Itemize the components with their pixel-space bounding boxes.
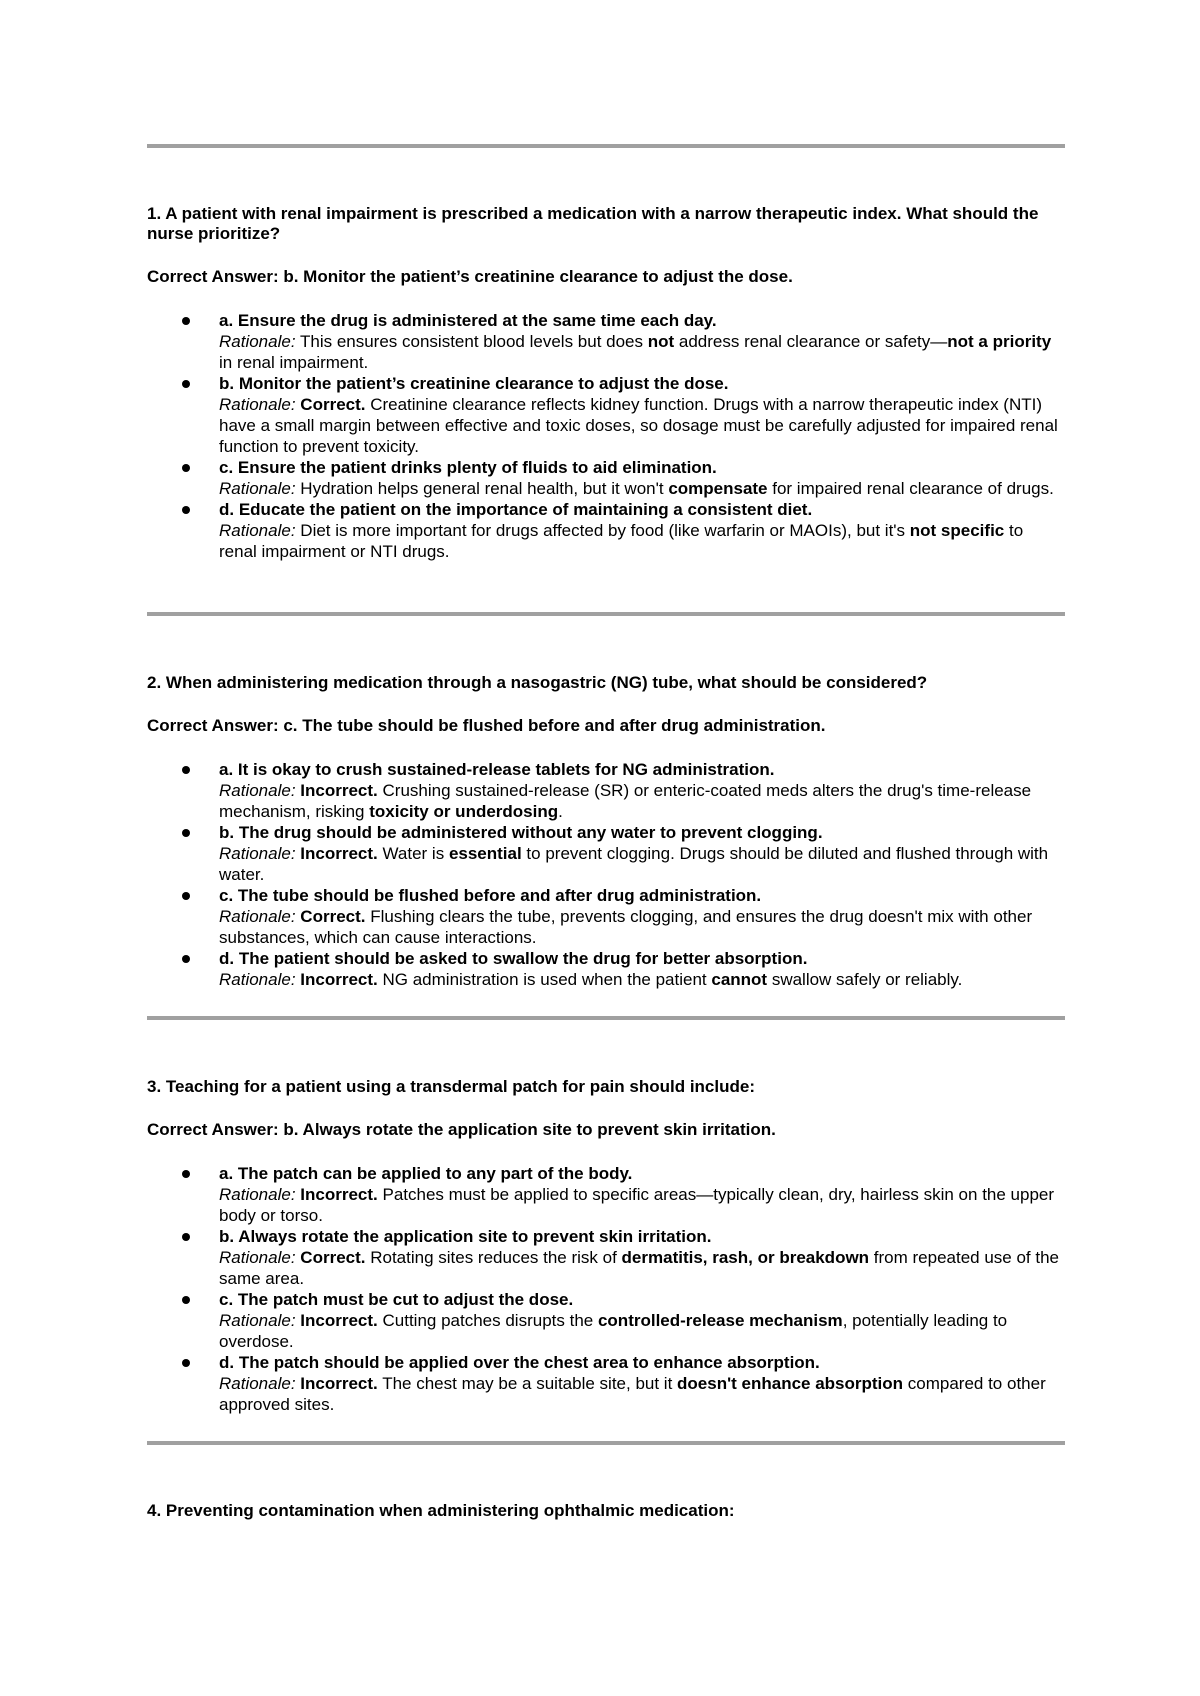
emphasis-text: essential	[448, 844, 522, 863]
rationale-text: address renal clearance or safety—	[674, 332, 948, 351]
bullet-icon	[182, 380, 190, 388]
correct-answer: Correct Answer: c. The tube should be flushed before and after drug administration.	[147, 716, 826, 735]
option-label: d. The patch should be applied over the chest area to enhance absorption.	[219, 1353, 820, 1372]
option-label: c. Ensure the patient drinks plenty of fluids to aid elimination.	[219, 458, 717, 477]
rationale-text: The chest may be a suitable site, but it	[377, 1374, 678, 1393]
emphasis-text: not specific	[909, 521, 1005, 540]
rationale-label: Rationale:	[219, 1185, 296, 1204]
emphasis-text: dermatitis, rash, or breakdown	[621, 1248, 870, 1267]
rationale-text: This ensures consistent blood levels but does	[295, 332, 648, 351]
rationale-label: Rationale:	[219, 521, 296, 540]
rationale-label: Rationale:	[219, 1374, 296, 1393]
question-title: 1. A patient with renal impairment is prescribed a medication with a narrow therapeutic index. What should the nurse prioritize?	[147, 204, 1039, 243]
bullet-icon	[182, 1296, 190, 1304]
emphasis-text: Incorrect.	[300, 1374, 378, 1393]
rationale	[219, 1310, 1065, 1352]
option-label: c. The patch must be cut to adjust the dose.	[219, 1290, 574, 1309]
rationale	[219, 969, 1065, 990]
option-item	[147, 885, 1065, 948]
bullet-icon	[182, 506, 190, 514]
rationale-text: Rotating sites reduces the risk of	[365, 1248, 622, 1267]
option-item	[147, 1289, 1065, 1352]
option-label: a. The patch can be applied to any part of the body.	[219, 1164, 633, 1183]
rationale-text: Patches must be applied to specific areas—typically clean, dry, hairless skin on the upper body or torso.	[219, 1185, 1055, 1225]
option-item	[147, 948, 1065, 990]
rationale-text: for impaired renal clearance of drugs.	[767, 479, 1054, 498]
option-label: b. The drug should be administered without any water to prevent clogging.	[219, 823, 823, 842]
rationale-text: to renal impairment or NTI drugs.	[219, 521, 1024, 561]
bullet-icon	[182, 317, 190, 325]
option-item	[147, 1352, 1065, 1415]
option-label: a. Ensure the drug is administered at the same time each day.	[219, 311, 717, 330]
rationale-label: Rationale:	[219, 395, 296, 414]
rationale-text: Creatinine clearance reflects kidney function. Drugs with a narrow therapeutic index (NTI) have a small margin between effective and toxic doses, so dosage must be carefully adjusted for impaired renal function to prevent toxicity.	[219, 395, 1058, 456]
correct-answer: Correct Answer: b. Monitor the patient’s creatinine clearance to adjust the dose.	[147, 267, 793, 286]
option-item	[147, 1163, 1065, 1226]
rationale	[219, 1247, 1065, 1289]
option-item	[147, 759, 1065, 822]
divider-rule	[147, 1016, 1065, 1020]
rationale	[219, 331, 1065, 373]
rationale	[219, 843, 1065, 885]
option-item	[147, 499, 1065, 562]
emphasis-text: Correct.	[300, 395, 366, 414]
rationale-text: NG administration is used when the patient	[377, 970, 712, 989]
option-label: a. It is okay to crush sustained-release tablets for NG administration.	[219, 760, 775, 779]
option-label: c. The tube should be flushed before and after drug administration.	[219, 886, 762, 905]
rationale	[219, 1184, 1065, 1226]
emphasis-text: controlled-release mechanism	[597, 1311, 843, 1330]
option-list	[147, 759, 1065, 990]
emphasis-text: not	[647, 332, 675, 351]
emphasis-text: Incorrect.	[300, 1185, 378, 1204]
emphasis-text: Incorrect.	[300, 1311, 378, 1330]
option-label: d. The patient should be asked to swallow the drug for better absorption.	[219, 949, 808, 968]
option-item	[147, 822, 1065, 885]
divider-rule	[147, 612, 1065, 616]
option-item	[147, 373, 1065, 457]
rationale-text: Water is	[377, 844, 449, 863]
rationale-text: Flushing clears the tube, prevents clogging, and ensures the drug doesn't mix with other substances, which can cause interactions.	[219, 907, 1033, 947]
rationale-text: .	[558, 802, 563, 821]
rationale-label: Rationale:	[219, 907, 296, 926]
bullet-icon	[182, 892, 190, 900]
rationale-label: Rationale:	[219, 781, 296, 800]
rationale-text: Hydration helps general renal health, but it won't	[295, 479, 669, 498]
emphasis-text: Incorrect.	[300, 970, 378, 989]
emphasis-text: toxicity or underdosing	[369, 802, 559, 821]
question-4	[147, 1501, 1065, 1521]
bullet-icon	[182, 955, 190, 963]
rationale-text: to prevent clogging. Drugs should be diluted and flushed through with water.	[219, 844, 1049, 884]
option-label: b. Always rotate the application site to prevent skin irritation.	[219, 1227, 712, 1246]
bullet-icon	[182, 1233, 190, 1241]
rationale-label: Rationale:	[219, 1248, 296, 1267]
question-title: 4. Preventing contamination when administering ophthalmic medication:	[147, 1501, 735, 1520]
divider-rule	[147, 1441, 1065, 1445]
rationale-label: Rationale:	[219, 970, 296, 989]
rationale-text: Cutting patches disrupts the	[377, 1311, 598, 1330]
rationale-text: in renal impairment.	[219, 353, 369, 372]
rationale	[219, 394, 1065, 457]
option-label: b. Monitor the patient’s creatinine clearance to adjust the dose.	[219, 374, 729, 393]
option-label: d. Educate the patient on the importance of maintaining a consistent diet.	[219, 500, 813, 519]
question-title: 2. When administering medication through a nasogastric (NG) tube, what should be considered?	[147, 673, 928, 692]
bullet-icon	[182, 464, 190, 472]
emphasis-text: compensate	[668, 479, 768, 498]
rationale-text: compared to other approved sites.	[219, 1374, 1046, 1414]
emphasis-text: not a priority	[947, 332, 1052, 351]
bullet-icon	[182, 766, 190, 774]
option-item	[147, 1226, 1065, 1289]
rationale	[219, 478, 1065, 499]
emphasis-text: Correct.	[300, 907, 366, 926]
question-2	[147, 673, 1065, 990]
emphasis-text: Correct.	[300, 1248, 366, 1267]
rationale-text: Crushing sustained-release (SR) or enteric-coated meds alters the drug's time-release mechanism, risking	[219, 781, 1032, 821]
option-list	[147, 310, 1065, 562]
emphasis-text: Incorrect.	[300, 781, 378, 800]
rationale-text: swallow safely or reliably.	[767, 970, 963, 989]
rationale-label: Rationale:	[219, 844, 296, 863]
rationale-label: Rationale:	[219, 1311, 296, 1330]
rationale	[219, 520, 1065, 562]
option-list	[147, 1163, 1065, 1415]
rationale	[219, 906, 1065, 948]
option-item	[147, 310, 1065, 373]
rationale-text: from repeated use of the same area.	[219, 1248, 1060, 1288]
bullet-icon	[182, 829, 190, 837]
rationale	[219, 1373, 1065, 1415]
rationale-label: Rationale:	[219, 479, 296, 498]
bullet-icon	[182, 1359, 190, 1367]
question-title: 3. Teaching for a patient using a transdermal patch for pain should include:	[147, 1077, 755, 1096]
correct-answer: Correct Answer: b. Always rotate the application site to prevent skin irritation.	[147, 1120, 776, 1139]
option-item	[147, 457, 1065, 499]
divider-rule	[147, 144, 1065, 148]
rationale-text: Diet is more important for drugs affected by food (like warfarin or MAOIs), but it's	[295, 521, 910, 540]
rationale-label: Rationale:	[219, 332, 296, 351]
rationale	[219, 780, 1065, 822]
rationale-text: , potentially leading to overdose.	[219, 1311, 1008, 1351]
emphasis-text: Incorrect.	[300, 844, 378, 863]
emphasis-text: doesn't enhance absorption	[677, 1374, 904, 1393]
question-1	[147, 204, 1065, 562]
question-3	[147, 1077, 1065, 1415]
bullet-icon	[182, 1170, 190, 1178]
emphasis-text: cannot	[711, 970, 768, 989]
